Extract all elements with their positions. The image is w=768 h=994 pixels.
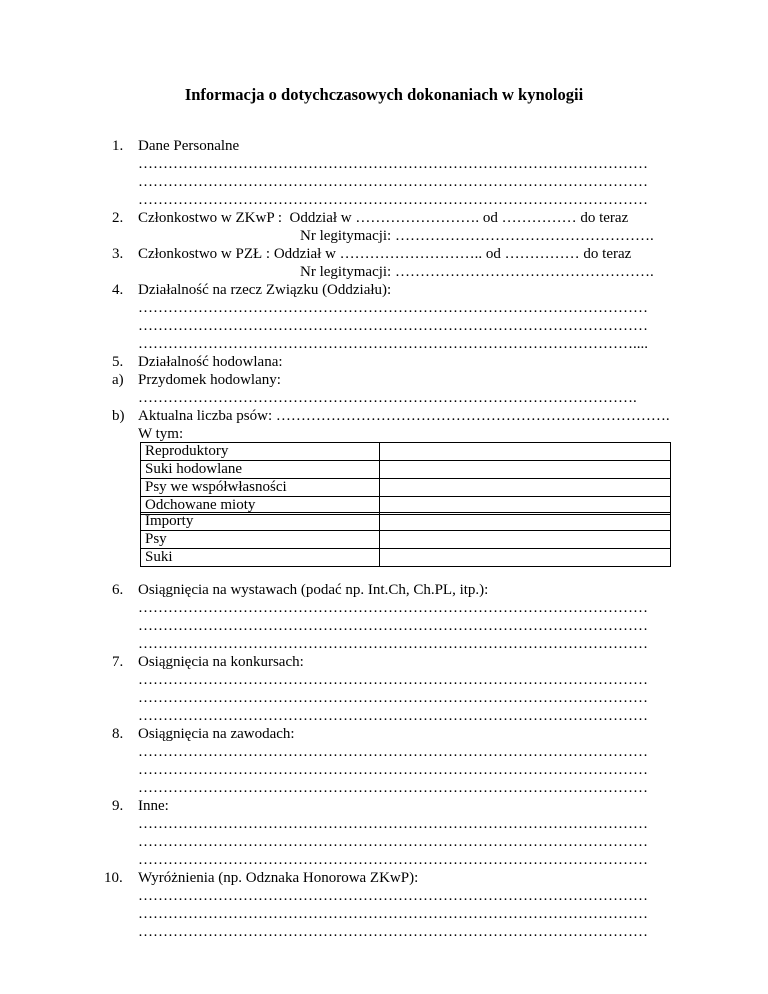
table-row-label: Psy	[141, 531, 380, 549]
section-5a-number: a)	[112, 372, 124, 388]
section-6-number: 6.	[112, 582, 124, 598]
section-9-answer-line-2[interactable]: …………………………………………………………………………………………	[138, 834, 648, 850]
section-8-answer-line-1[interactable]: …………………………………………………………………………………………	[138, 744, 648, 760]
section-10-answer-line-1[interactable]: …………………………………………………………………………………………	[138, 888, 648, 904]
section-2-card-number-line[interactable]: Nr legitymacji: …………………………………………….	[300, 228, 654, 244]
table-row-label: Importy	[141, 513, 380, 531]
section-8-number: 8.	[112, 726, 124, 742]
section-4-number: 4.	[112, 282, 124, 298]
section-7-number: 7.	[112, 654, 124, 670]
section-1-answer-line-1[interactable]: …………………………………………………………………………………………	[138, 156, 648, 172]
section-1-answer-line-2[interactable]: …………………………………………………………………………………………	[138, 174, 648, 190]
section-10-answer-line-2[interactable]: …………………………………………………………………………………………	[138, 906, 648, 922]
section-4-answer-line-3[interactable]: ………………………………………………………………………………………....	[138, 336, 648, 352]
table-row-value-cell[interactable]	[380, 513, 671, 531]
section-5-number: 5.	[112, 354, 124, 370]
table-row-value-cell[interactable]	[380, 549, 671, 567]
section-8-answer-line-2[interactable]: …………………………………………………………………………………………	[138, 762, 648, 778]
table-row-value-cell[interactable]	[380, 479, 671, 497]
section-5-label: Działalność hodowlana:	[138, 354, 283, 370]
table-row-label: Suki hodowlane	[141, 461, 380, 479]
section-4-answer-line-2[interactable]: …………………………………………………………………………………………	[138, 318, 648, 334]
table-row-value-cell[interactable]	[380, 461, 671, 479]
table-row-label: Reproduktory	[141, 443, 380, 461]
section-10-number: 10.	[104, 870, 123, 886]
section-5b-label[interactable]: Aktualna liczba psów: …………………………………………………………………….	[138, 408, 670, 424]
section-6-answer-line-2[interactable]: …………………………………………………………………………………………	[138, 618, 648, 634]
table-row-label: Suki	[141, 549, 380, 567]
section-2-number: 2.	[112, 210, 124, 226]
section-6-answer-line-3[interactable]: …………………………………………………………………………………………	[138, 636, 648, 652]
imports-table	[140, 512, 671, 567]
section-7-answer-line-1[interactable]: …………………………………………………………………………………………	[138, 672, 648, 688]
table-row-value-cell[interactable]	[380, 443, 671, 461]
table-row	[141, 513, 671, 531]
section-3-number: 3.	[112, 246, 124, 262]
section-5a-answer-line[interactable]: ……………………………………………………………………………………….	[138, 390, 637, 406]
section-9-answer-line-3[interactable]: …………………………………………………………………………………………	[138, 852, 648, 868]
table-row	[141, 443, 671, 461]
section-7-answer-line-3[interactable]: …………………………………………………………………………………………	[138, 708, 648, 724]
section-9-answer-line-1[interactable]: …………………………………………………………………………………………	[138, 816, 648, 832]
table-row	[141, 461, 671, 479]
section-5b-number: b)	[112, 408, 125, 424]
table-row	[141, 531, 671, 549]
section-7-answer-line-2[interactable]: …………………………………………………………………………………………	[138, 690, 648, 706]
section-4-answer-line-1[interactable]: …………………………………………………………………………………………	[138, 300, 648, 316]
document-title: Informacja o dotychczasowych dokonaniach w kynologii	[184, 85, 584, 104]
section-8-answer-line-3[interactable]: …………………………………………………………………………………………	[138, 780, 648, 796]
section-3-membership-line[interactable]: Członkostwo w PZŁ : Oddział w ……………………….. od …………… do teraz	[138, 246, 632, 262]
section-10-answer-line-3[interactable]: …………………………………………………………………………………………	[138, 924, 648, 940]
section-10-label: Wyróżnienia (np. Odznaka Honorowa ZKwP):	[138, 870, 419, 886]
table-row-label: Psy we współwłasności	[141, 479, 380, 497]
section-4-label: Działalność na rzecz Związku (Oddziału):	[138, 282, 392, 298]
section-1-answer-line-3[interactable]: …………………………………………………………………………………………	[138, 192, 648, 208]
table-row	[141, 549, 671, 567]
table-row	[141, 479, 671, 497]
section-6-answer-line-1[interactable]: …………………………………………………………………………………………	[138, 600, 648, 616]
section-9-number: 9.	[112, 798, 124, 814]
table-row-label: Odchowane mioty	[141, 497, 380, 515]
section-6-label: Osiągnięcia na wystawach (podać np. Int.Ch, Ch.PL, itp.):	[138, 582, 489, 598]
dogs-breakdown-table	[140, 442, 671, 515]
section-1-label: Dane Personalne	[138, 138, 240, 154]
section-2-membership-line[interactable]: Członkostwo w ZKwP : Oddział w ……………………. od …………… do teraz	[138, 210, 629, 226]
section-8-label: Osiągnięcia na zawodach:	[138, 726, 295, 742]
section-1-number: 1.	[112, 138, 124, 154]
section-3-card-number-line[interactable]: Nr legitymacji: …………………………………………….	[300, 264, 654, 280]
table-row-value-cell[interactable]	[380, 531, 671, 549]
section-5a-label: Przydomek hodowlany:	[138, 372, 281, 388]
section-9-label: Inne:	[138, 798, 169, 814]
section-7-label: Osiągnięcia na konkursach:	[138, 654, 304, 670]
section-5b-w-tym: W tym:	[138, 426, 184, 442]
